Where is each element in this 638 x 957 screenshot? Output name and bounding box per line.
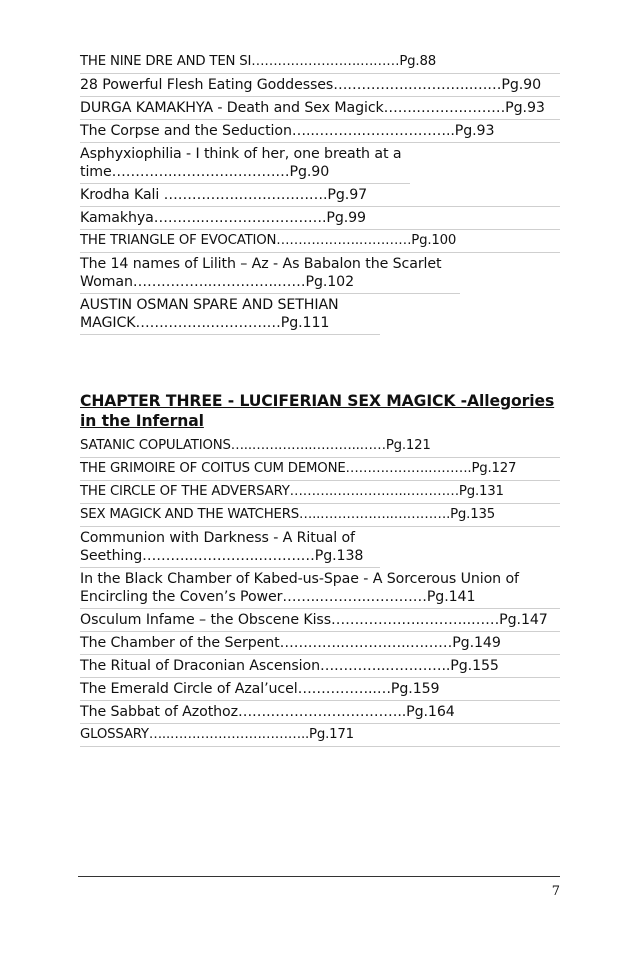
toc-entry: THE CIRCLE OF THE ADVERSARY……….……………..…………Pg.131 bbox=[80, 481, 560, 504]
toc-entry: THE TRIANGLE OF EVOCATION……………….…………Pg.100 bbox=[80, 230, 560, 253]
toc-entry: SEX MAGICK AND THE WATCHERS…..……………..………….Pg.135 bbox=[80, 504, 560, 527]
page-number: 7 bbox=[551, 884, 560, 899]
toc-entry: THE GRIMOIRE OF COITUS CUM DEMONE……………….……….Pg.127 bbox=[80, 458, 560, 481]
toc-entry: Kamakhya………..………….………….Pg.99 bbox=[80, 207, 560, 230]
toc-entry: The 14 names of Lilith – Az - As Babalon the Scarlet Woman……………..…………..……Pg.102 bbox=[80, 253, 460, 294]
toc-entry: The Chamber of the Serpent…………..…………..………Pg.149 bbox=[80, 632, 560, 655]
toc-entry: The Corpse and the Seduction…..……….………………..Pg.93 bbox=[80, 120, 560, 143]
chapter-heading: CHAPTER THREE - LUCIFERIAN SEX MAGICK -Allegories in the Infernal bbox=[80, 392, 555, 430]
toc-entry: 28 Powerful Flesh Eating Goddesses…………….…………..……Pg.90 bbox=[80, 74, 560, 97]
toc-entry: In the Black Chamber of Kabed-us-Spae - A Sorcerous Union of Encircling the Coven’s Power……..………..…………Pg.141 bbox=[80, 568, 560, 609]
footer-rule bbox=[78, 876, 560, 877]
toc-entry: Communion with Darkness - A Ritual of Seething………..…………..…………Pg.138 bbox=[80, 527, 380, 568]
toc-entry: THE NINE DRE AND TEN SI…………………….………Pg.88 bbox=[80, 51, 560, 74]
toc-list-part2 bbox=[80, 435, 560, 747]
toc-entry: The Emerald Circle of Azal’ucel……………..…Pg.159 bbox=[80, 678, 560, 701]
toc-list-part1 bbox=[80, 51, 560, 335]
toc-entry: SATANIC COPULATIONS…..…………..………..……Pg.121 bbox=[80, 435, 560, 458]
toc-entry: The Sabbat of Azothoz…….………………………..Pg.164 bbox=[80, 701, 560, 724]
toc-entry: Osculum Infame – the Obscene Kiss……………….………..……Pg.147 bbox=[80, 609, 560, 632]
toc-entry: Asphyxiophilia - I think of her, one breath at a time………….………….…………Pg.90 bbox=[80, 143, 410, 184]
toc-entry: GLOSSARY…..…………………………..Pg.171 bbox=[80, 724, 560, 747]
toc-entry: AUSTIN OSMAN SPARE AND SETHIAN MAGICK…………….……………Pg.111 bbox=[80, 294, 380, 335]
toc-entry: DURGA KAMAKHYA - Death and Sex Magick…….……….………Pg.93 bbox=[80, 97, 560, 120]
toc-entry: The Ritual of Draconian Ascension…………..…………..Pg.155 bbox=[80, 655, 560, 678]
toc-entry: Krodha Kali …………….……………….Pg.97 bbox=[80, 184, 560, 207]
